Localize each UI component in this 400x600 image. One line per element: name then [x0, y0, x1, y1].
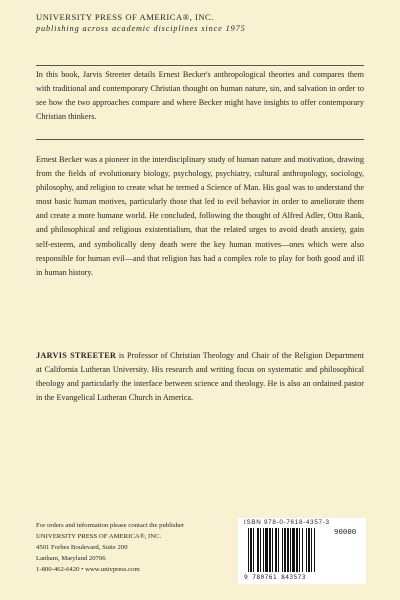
- barcode-bar: [284, 528, 286, 572]
- publisher-tagline: publishing across academic disciplines since 1975: [36, 24, 246, 33]
- becker-paragraph: Ernest Becker was a pioneer in the interdisciplinary study of human nature and motivation, drawing from the fields of evolutionary biology, psychology, psychiatry, cultural anthropology, sociology, philosophy, and religion to create what he termed a Science of Man. His goal was to understand the most basic human motives, particularly those that led to evil behavior in order to ameliorate them and create a more humane world. He concluded, following the thought of Alfred Adler, Otto Rank, and philosophical and religious existentialism, that the related urges to avoid death anxiety, gain self-esteem, and symbolically deny death were the key human motives—ones which were also responsible for human evil—and that religion has had a complex role to play for both good and ill in human history.: [36, 155, 364, 277]
- barcode-bar: [248, 528, 249, 572]
- barcode-bar: [269, 528, 271, 572]
- barcode-bar: [257, 528, 259, 572]
- ean-barcode: [248, 528, 328, 572]
- price-code: 90000: [334, 527, 357, 536]
- barcode-bar: [250, 528, 252, 572]
- top-rule: [36, 65, 364, 66]
- barcode-block: [238, 518, 366, 584]
- middle-rule: [36, 139, 364, 140]
- barcode-bar: [311, 528, 312, 572]
- publisher-header: [36, 12, 366, 34]
- barcode-bar: [272, 528, 273, 572]
- publisher-name: UNIVERSITY PRESS OF AMERICA®, INC.: [36, 12, 214, 22]
- barcode-bar: [260, 528, 261, 572]
- barcode-bar: [308, 528, 310, 572]
- barcode-bar: [306, 528, 307, 572]
- barcode-bar: [265, 528, 268, 572]
- ean-digits: 9 780761 843573: [244, 574, 306, 581]
- summary-paragraph: In this book, Jarvis Streeter details Ernest Becker's anthropological theories and compares them with traditional and contemporary Christian thought on human nature, sin, and salvation in order to see how the two approaches compare and where Becker might have insights to offer contemporary Christian thinkers.: [36, 70, 364, 122]
- barcode-bar: [292, 528, 295, 572]
- barcode-bar: [314, 528, 315, 572]
- contact-publisher-name: UNIVERSITY PRESS OF AMERICA®, INC.: [36, 533, 162, 540]
- barcode-bar: [290, 528, 291, 572]
- barcode-bar: [287, 528, 289, 572]
- barcode-bar: [253, 528, 254, 572]
- barcode-bar: [263, 528, 264, 572]
- contact-street: 4501 Forbes Boulevard, Suite 200: [36, 544, 128, 551]
- contact-block: [36, 520, 231, 575]
- barcode-bar: [278, 528, 279, 572]
- author-bio-text: is Professor of Christian Theology and Chair of the Religion Department at California Lutheran University. His research and writing focus on systematic and philosophical theology and particularly the interface between science and theology. He is also an ordained pastor in the Evangelical Lutheran Church in America.: [36, 351, 365, 403]
- barcode-bar: [282, 528, 283, 572]
- barcode-bar: [296, 528, 298, 572]
- barcode-bar: [275, 528, 277, 572]
- barcode-bar: [302, 528, 303, 572]
- barcode-bar: [299, 528, 300, 572]
- contact-phone-web: 1-800-462-6420 • www.univpress.com: [36, 566, 140, 573]
- isbn-label: ISBN 978-0-7618-4357-3: [244, 519, 330, 526]
- author-bio: [36, 349, 364, 405]
- contact-city: Lanham, Maryland 20706: [36, 555, 106, 562]
- contact-line-intro: For orders and information please contact the publisher: [36, 522, 185, 529]
- author-name: JARVIS STREETER: [36, 351, 117, 360]
